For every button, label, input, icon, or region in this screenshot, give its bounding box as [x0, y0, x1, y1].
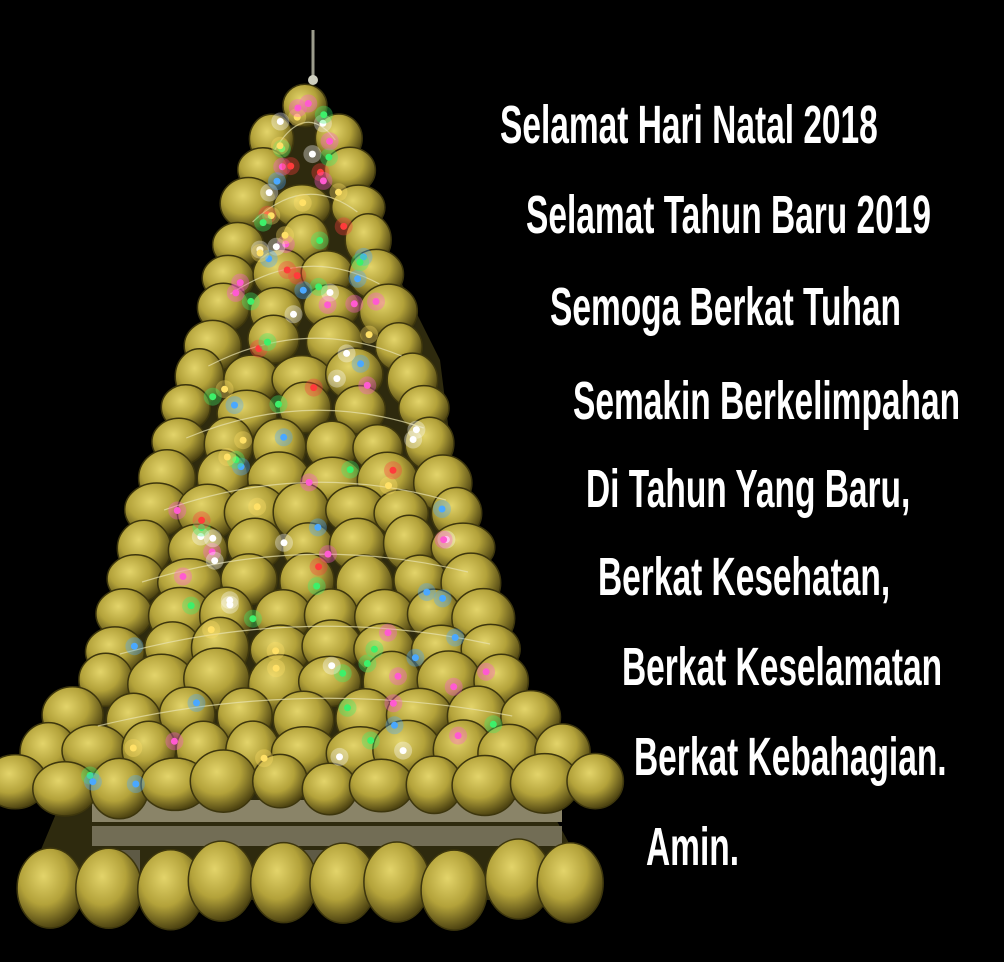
greeting-line-7: Berkat Keselamatan: [622, 637, 943, 697]
durian-fruit: [251, 843, 317, 923]
durian-fruit: [76, 848, 142, 928]
fairy-light: [357, 259, 364, 266]
fairy-light: [326, 138, 333, 145]
fairy-light: [385, 482, 392, 489]
fairy-light: [483, 668, 490, 675]
greeting-line-8: Berkat Kebahagian.: [634, 727, 947, 787]
fairy-light: [240, 437, 247, 444]
fairy-light: [198, 517, 205, 524]
fairy-light: [357, 360, 364, 367]
fairy-light: [266, 189, 273, 196]
fairy-light: [274, 178, 281, 185]
fairy-light: [455, 732, 462, 739]
fairy-light: [315, 283, 322, 290]
fairy-light: [89, 778, 96, 785]
fairy-light: [282, 232, 289, 239]
fairy-light: [224, 454, 231, 461]
fairy-light: [335, 189, 342, 196]
durian-fruit: [302, 763, 357, 814]
fairy-light: [232, 289, 239, 296]
fairy-light: [391, 722, 398, 729]
fairy-light: [231, 402, 238, 409]
fairy-light: [490, 721, 497, 728]
fairy-light: [273, 665, 280, 672]
fairy-light: [309, 151, 316, 158]
durian-fruit: [17, 848, 83, 928]
fairy-light: [260, 219, 267, 226]
fairy-light: [261, 755, 268, 762]
fairy-light: [300, 287, 307, 294]
fairy-light: [440, 536, 447, 543]
fairy-light: [313, 583, 320, 590]
fairy-light: [275, 401, 282, 408]
fairy-light: [324, 301, 331, 308]
fairy-light: [310, 384, 317, 391]
fairy-light: [390, 467, 397, 474]
fairy-light: [130, 745, 137, 752]
fairy-light: [367, 737, 374, 744]
fairy-light: [132, 781, 139, 788]
fairy-light: [315, 563, 322, 570]
fairy-light: [314, 524, 321, 531]
fairy-light: [294, 105, 301, 112]
fairy-light: [410, 436, 417, 443]
fairy-light: [400, 747, 407, 754]
fairy-light: [277, 118, 284, 125]
fairy-light: [226, 597, 233, 604]
fairy-light: [211, 557, 218, 564]
fairy-light: [281, 539, 288, 546]
fairy-light: [320, 111, 327, 118]
fairy-light: [320, 177, 327, 184]
fairy-light: [373, 298, 380, 305]
fairy-light: [290, 311, 297, 318]
durian-fruit: [537, 843, 603, 923]
fairy-light: [325, 154, 332, 161]
greeting-line-5: Di Tahun Yang Baru,: [586, 459, 911, 519]
fairy-light: [264, 339, 271, 346]
tree-top-hook: [308, 30, 318, 85]
fairy-light: [280, 434, 287, 441]
durian-fruit: [364, 842, 430, 922]
fairy-light: [452, 634, 459, 641]
fairy-light: [273, 243, 280, 250]
durian-fruit: [452, 756, 518, 816]
fairy-light: [327, 289, 334, 296]
fairy-light: [174, 507, 181, 514]
fairy-light: [333, 375, 340, 382]
fairy-light: [208, 626, 215, 633]
fairy-light: [209, 393, 216, 400]
fairy-light: [257, 250, 264, 257]
fairy-light: [277, 142, 284, 149]
fairy-light: [284, 267, 291, 274]
greeting-line-1: Selamat Hari Natal 2018: [500, 95, 878, 155]
fairy-light: [336, 753, 343, 760]
fairy-light: [390, 700, 397, 707]
fairy-light: [254, 503, 261, 510]
fairy-light: [249, 615, 256, 622]
fairy-light: [364, 660, 371, 667]
fairy-light: [131, 643, 138, 650]
fairy-light: [412, 654, 419, 661]
fairy-light: [385, 629, 392, 636]
fairy-light: [299, 199, 306, 206]
greeting-line-3: Semoga Berkat Tuhan: [550, 277, 902, 337]
durian-fruit: [190, 750, 256, 812]
fairy-light: [193, 699, 200, 706]
fairy-light: [343, 350, 350, 357]
fairy-light: [272, 647, 279, 654]
greeting-line-9: Amin.: [646, 817, 740, 877]
fairy-light: [450, 683, 457, 690]
durian-fruit: [421, 850, 487, 930]
fairy-light: [325, 551, 332, 558]
fairy-light: [171, 738, 178, 745]
greeting-line-2: Selamat Tahun Baru 2019: [526, 185, 932, 245]
fairy-light: [221, 386, 228, 393]
fairy-light: [366, 331, 373, 338]
fairy-light: [188, 602, 195, 609]
fairy-light: [364, 382, 371, 389]
greeting-line-6: Berkat Kesehatan,: [598, 547, 891, 607]
fairy-light: [347, 466, 354, 473]
fairy-light: [209, 535, 216, 542]
fairy-light: [180, 573, 187, 580]
fairy-light: [351, 300, 358, 307]
fairy-light: [439, 595, 446, 602]
durian-fruit: [350, 759, 414, 812]
fairy-light: [423, 589, 430, 596]
fairy-light: [328, 662, 335, 669]
fairy-light: [287, 163, 294, 170]
fairy-light: [306, 479, 313, 486]
fairy-light: [395, 673, 402, 680]
durian-fruit: [188, 841, 254, 921]
fairy-light: [340, 223, 347, 230]
greeting-line-4: Semakin Berkelimpahan: [573, 371, 961, 431]
fairy-light: [371, 646, 378, 653]
fairy-light: [354, 275, 361, 282]
fairy-light: [316, 237, 323, 244]
fairy-light: [439, 506, 446, 513]
fairy-light: [344, 704, 351, 711]
durian-fruit: [567, 754, 623, 809]
fairy-light: [247, 298, 254, 305]
fairy-light: [339, 670, 346, 677]
